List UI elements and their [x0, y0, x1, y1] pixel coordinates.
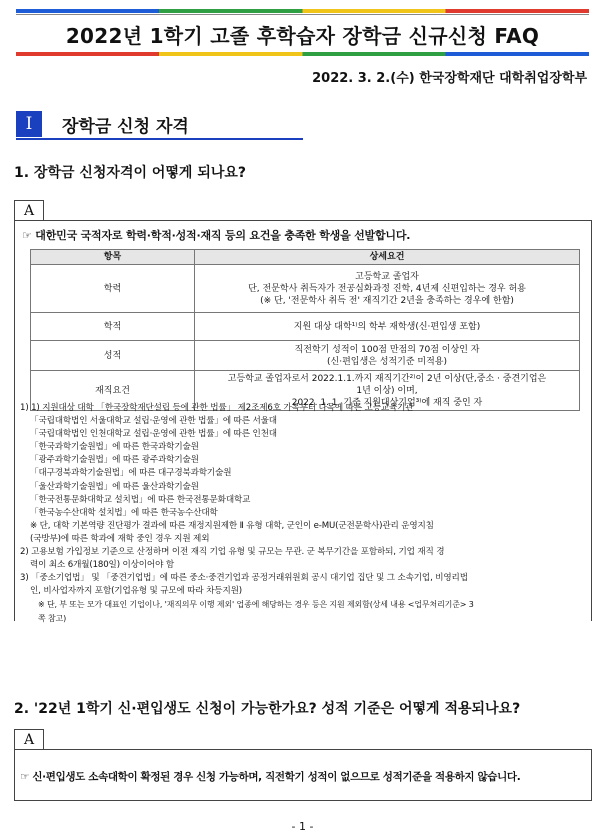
- detail-line: (신·편입생은 성적기준 미적용): [327, 356, 447, 367]
- answer-1-label: A: [14, 200, 44, 221]
- section-number-badge: Ⅰ: [16, 111, 42, 137]
- footnote-line: 「한국과학기술원법」에 따른 한국과학기술원: [30, 442, 199, 453]
- footnote-line: 「한국전통문화대학교 설치법」에 따른 한국전통문화대학교: [30, 494, 251, 505]
- table-row-label: 성적: [31, 341, 195, 371]
- requirements-table: [30, 249, 580, 411]
- footnote-line: 3) 「중소기업법」 및 「중견기업법」에 따른 중소·중견기업과 공정거래위원회 공시 대기업 집단 및 그 소속기업, 비영리법: [20, 573, 468, 584]
- table-row: [31, 341, 580, 371]
- table-row-detail: [195, 265, 580, 313]
- detail-line: 단, 전문학사 취득자가 전공심화과정 진학, 4년제 신편입하는 경우 허용: [248, 283, 526, 294]
- table-row-label: 학적: [31, 313, 195, 341]
- detail-line: 2022. 1. 1. 기준 지원대상기업³⁾에 재직 중인 자: [291, 397, 483, 408]
- detail-line: 1년 이상) 이며,: [356, 385, 418, 396]
- footnote-line: 력이 최소 6개월(180일) 이상이어야 함: [30, 560, 174, 571]
- detail-line: 고등학교 졸업자로서 2022.1.1.까지 재직기간²⁾이 2년 이상(단,중소 · 중견기업은: [227, 373, 547, 384]
- footnote-line: ※ 단, 부 또는 모가 대표인 기업이나, '재직의무 이행 제외' 업종에 해당하는 경우 등은 지원 제외함(상세 내용 <업무처리기준> 3: [38, 600, 474, 610]
- section-underline: [16, 138, 303, 140]
- footnote-line: 「울산과학기술원법」에 따른 울산과학기술원: [30, 481, 199, 492]
- footnote-line: 인, 비사업자까지 포함(기업유형 및 규모에 따라 차등지원): [30, 586, 242, 597]
- question-1: 1. 장학금 신청자격이 어떻게 되나요?: [14, 165, 247, 181]
- table-row-label: 재직요건: [31, 371, 195, 411]
- footnote-line: 「국립대학법인 인천대학교 설립·운영에 관한 법률」에 따른 인천대: [30, 429, 277, 440]
- footnote-line: 「한국농수산대학 설치법」에 따른 한국농수산대학: [30, 507, 218, 518]
- table-row: [31, 313, 580, 341]
- footnote-line: 「국립대학법인 서울대학교 설립·운영에 관한 법률」에 따른 서울대: [30, 416, 277, 427]
- answer-2-label: A: [14, 729, 44, 750]
- footnote-line: 「광주과학기술원법」에 따른 광주과학기술원: [30, 455, 199, 466]
- section-title: 장학금 신청 자격: [62, 117, 189, 137]
- answer-2-main: ☞ 신·편입생도 소속대학이 확정된 경우 신청 가능하며, 직전학기 성적이 없으므로 성적기준을 적용하지 않습니다.: [20, 771, 521, 783]
- detail-line: 직전학기 성적이 100점 만점의 70점 이상인 자: [294, 344, 480, 355]
- footnote-line: 1) 1) 지원대상 대학 「한국장학재단설립 등에 관한 법률」 제2조제6호 가목부터 다목에 따른 고등교육기관: [20, 403, 414, 413]
- footnote-line: 2) 고용보험 가입정보 기준으로 산정하며 이전 재직 기업 유형 및 규모는 무관. 군 복무기간을 포함하되, 기업 재직 경: [20, 547, 445, 558]
- footnote-line: 「대구경북과학기술원법」에 따른 대구경북과학기술원: [30, 468, 232, 479]
- table-row-detail: [195, 341, 580, 371]
- detail-line: (※ 단, '전문학사 취득 전' 재직기간 2년을 충족하는 경우에 한함): [260, 295, 514, 306]
- footnote-line: 쪽 참고): [38, 613, 67, 623]
- footnotes: [20, 402, 586, 625]
- date-publisher-line: 2022. 3. 2.(수) 한국장학재단 대학취업장학부: [312, 71, 587, 86]
- question-2: 2. '22년 1학기 신·편입생도 신청이 가능한가요? 성적 기준은 어떻게 적용되나요?: [14, 701, 521, 717]
- footnote-line: (국방부)에 따른 학과에 재학 중인 경우 지원 제외: [30, 533, 210, 544]
- detail-line: 고등학교 졸업자: [355, 271, 419, 282]
- footnote-line: ※ 단, 대학 기본역량 진단평가 결과에 따른 재정지원제한 Ⅱ 유형 대학, 군인이 e-MU(군전문학사)관리 운영지침: [30, 520, 434, 531]
- table-row-detail: [195, 313, 580, 341]
- page-title: 2022년 1학기 고졸 후학습자 장학금 신규신청 FAQ: [65, 23, 540, 48]
- table-header-detail: 상세요건: [195, 250, 580, 265]
- answer-1-main: ☞ 대한민국 국적자로 학력·학적·성적·재직 등의 요건을 충족한 학생을 선발합니다.: [22, 229, 411, 242]
- page-number: - 1 -: [291, 820, 314, 833]
- detail-line: 지원 대상 대학¹⁾의 학부 재학생(신·편입생 포함): [293, 321, 481, 332]
- header-color-bar-bottom: [16, 52, 589, 56]
- table-header-item: 항목: [31, 250, 195, 265]
- table-row-label: 학력: [31, 265, 195, 313]
- page-title-box: [16, 14, 589, 54]
- table-row: [31, 265, 580, 313]
- table-header-row: [31, 250, 580, 265]
- header-color-bar-top: [16, 9, 589, 13]
